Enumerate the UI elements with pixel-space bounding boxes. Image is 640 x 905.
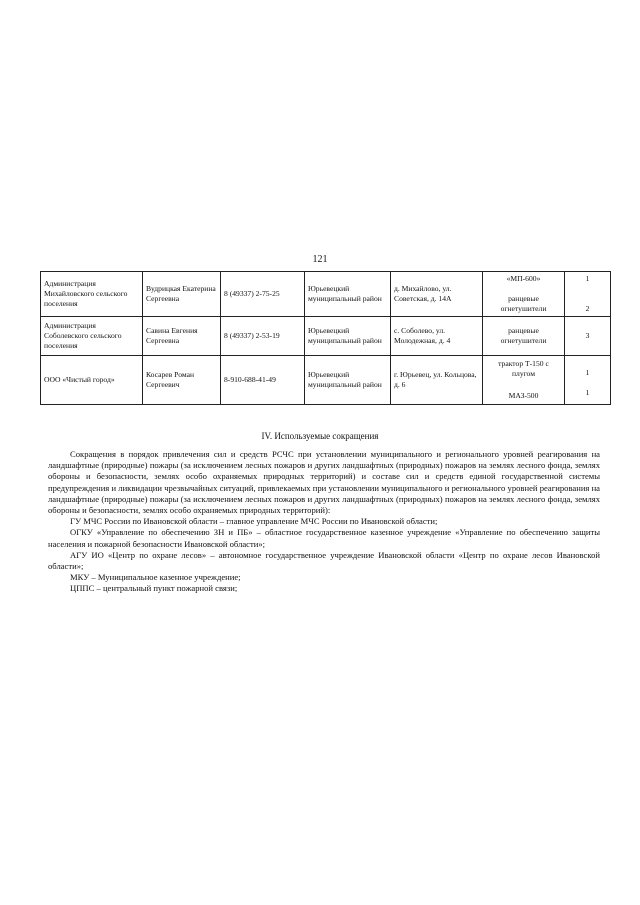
person-cell: Вудрицкая Екатерина Сергеевна (143, 272, 221, 317)
table-row (41, 356, 611, 405)
equipment-item: трактор Т-150 с плугом (498, 359, 549, 378)
equipment-cell (483, 317, 565, 356)
person-cell: Савина Евгения Сергеевна (143, 317, 221, 356)
address-cell: с. Соболево, ул. Молодежная, д. 4 (391, 317, 483, 356)
quantity-cell (565, 317, 611, 356)
table-row (41, 317, 611, 356)
equipment-cell (483, 356, 565, 405)
quantity-value: 1 (585, 274, 590, 283)
equipment-cell (483, 272, 565, 317)
district-cell: Юрьевецкий муниципальный район (305, 317, 391, 356)
phone-cell: 8-910-688-41-49 (221, 356, 305, 405)
abbreviation-item: ОГКУ «Управление по обеспечению ЗН и ПБ» – областное государственное казенное учреждение «Управление по обеспечению защиты населения и пожарной безопасности Ивановской области»; (48, 527, 600, 549)
quantity-value: 1 (585, 388, 590, 397)
intro-paragraph: Сокращения в порядок привлечения сил и средств РСЧС при установлении муниципального и регионального уровней реагирования на ландшафтные (природные) пожары (за исключением лесных пожаров и других ландшафтных (природных) пожаров на землях лесного фонда, землях обороны и безопасности, землях особо охраняемых природных территорий) и составе сил и средств единой государственной системы предупреждения и ликвидации чрезвычайных ситуаций, привлекаемых при установлении муниципального и регионального уровней реагирования на ландшафтные (природные) пожары (за исключением лесных пожаров и других ландшафтных (природных) пожаров на землях лесного фонда, землях обороны и безопасности, землях особо охраняемых природных территорий): (48, 449, 600, 516)
equipment-item: ранцевые огнетушители (500, 294, 547, 313)
org-cell: Администрация Соболевского сельского поселения (41, 317, 143, 356)
district-cell: Юрьевецкий муниципальный район (305, 272, 391, 317)
quantity-value: 3 (585, 331, 590, 340)
org-cell: ООО «Чистый город» (41, 356, 143, 405)
address-cell: д. Михайлово, ул. Советская, д. 14А (391, 272, 483, 317)
quantity-cell (565, 356, 611, 405)
phone-cell: 8 (49337) 2-75-25 (221, 272, 305, 317)
org-cell: Администрация Михайловского сельского поселения (41, 272, 143, 317)
quantity-value: 2 (585, 304, 590, 313)
quantity-value: 1 (585, 368, 590, 377)
equipment-item: ранцевые огнетушители (500, 326, 547, 345)
abbreviation-item: АГУ ИО «Центр по охране лесов» – автономное государственное учреждение Ивановской области «Центр по охране лесов Ивановской области»; (48, 549, 600, 572)
abbreviation-item: ЦППС – центральный пункт пожарной связи; (70, 583, 238, 594)
abbreviation-item: МКУ – Муниципальное казенное учреждение; (70, 572, 241, 583)
section-heading: IV. Используемые сокращения (261, 431, 379, 441)
quantity-cell (565, 272, 611, 317)
equipment-item: «МП-600» (506, 274, 541, 283)
address-cell: г. Юрьевец, ул. Кольцова, д. 6 (391, 356, 483, 405)
district-cell: Юрьевецкий муниципальный район (305, 356, 391, 405)
table-row (41, 272, 611, 317)
person-cell: Косарев Роман Сергеевич (143, 356, 221, 405)
page-number: 121 (312, 254, 328, 265)
equipment-item: МАЗ-500 (508, 391, 539, 400)
resources-table (40, 271, 611, 405)
abbreviations-text (48, 449, 600, 595)
abbreviation-item: ГУ МЧС России по Ивановской области – главное управление МЧС России по Ивановской области; (70, 516, 438, 527)
phone-cell: 8 (49337) 2-53-19 (221, 317, 305, 356)
